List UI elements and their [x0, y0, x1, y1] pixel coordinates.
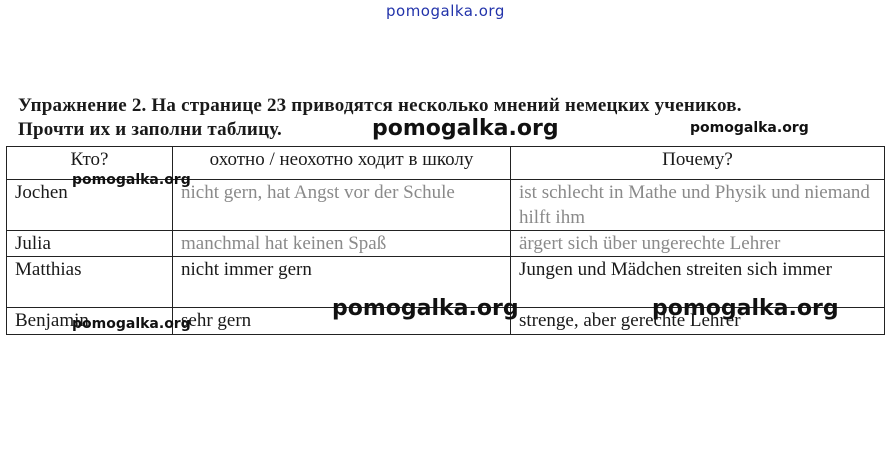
exercise-heading-line1: Упражнение 2. На странице 23 приводятся несколько мнений немецких учеников.: [18, 95, 742, 116]
watermark-top: pomogalka.org: [386, 2, 505, 20]
cell-name: Jochen: [7, 180, 173, 231]
header-attitude: охотно / неохотно ходит в школу: [173, 147, 511, 180]
cell-attitude: nicht gern, hat Angst vor der Schule: [173, 180, 511, 231]
cell-reason: ärgert sich über ungerechte Lehrer: [511, 231, 885, 257]
watermark-header-left: pomogalka.org: [72, 172, 191, 188]
watermark-heading-small: pomogalka.org: [690, 120, 809, 136]
cell-name: Julia: [7, 231, 173, 257]
cell-attitude: nicht immer gern: [173, 257, 511, 308]
header-why: Почему?: [511, 147, 885, 180]
header-who: Кто?: [7, 147, 173, 180]
cell-name: Matthias: [7, 257, 173, 308]
watermark-heading-large: pomogalka.org: [372, 116, 559, 141]
watermark-row-left: pomogalka.org: [72, 316, 191, 332]
table-row: [7, 231, 885, 257]
cell-reason: Jungen und Mädchen streiten sich immer: [511, 257, 885, 308]
cell-reason: strenge, aber gerechte Lehrer: [511, 308, 885, 335]
cell-attitude: manchmal hat keinen Spaß: [173, 231, 511, 257]
watermark-row-center: pomogalka.org: [332, 296, 519, 321]
exercise-heading-line2: Прочти их и заполни таблицу.: [18, 119, 282, 140]
watermark-row-right: pomogalka.org: [652, 296, 839, 321]
cell-name: Benjamin: [7, 308, 173, 335]
cell-reason: ist schlecht in Mathe und Physik und niemand hilft ihm: [511, 180, 885, 231]
cell-attitude: sehr gern: [173, 308, 511, 335]
